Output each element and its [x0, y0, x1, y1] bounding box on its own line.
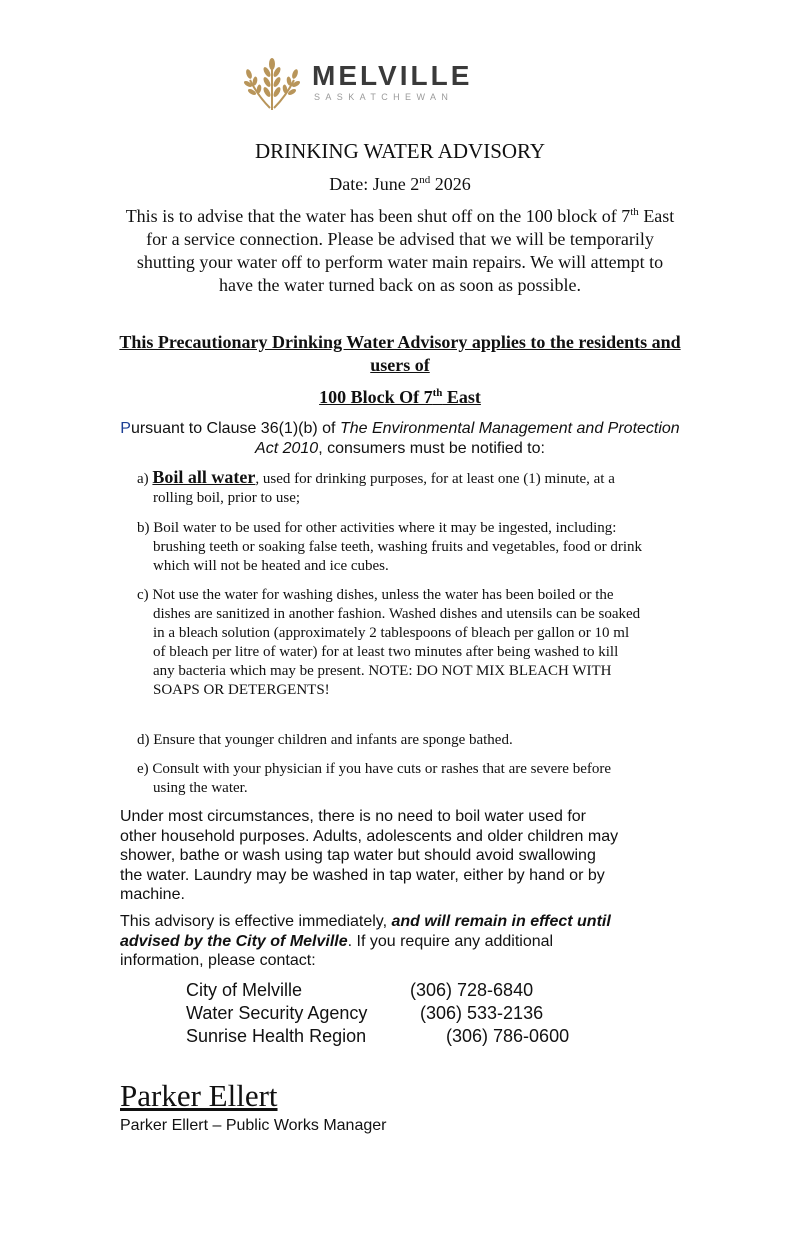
logo-subtitle: SASKATCHEWAN	[314, 92, 454, 102]
contact-name: Water Security Agency	[186, 1003, 368, 1023]
intro-paragraph: This is to advise that the water has been shut off on the 100 block of 7th East for a service connection. Please be advised that we will be temporarily shutting your water off to perform water main repairs. We will attempt to have the water turned back on as soon as possible.	[125, 206, 675, 295]
list-item-e: e) Consult with your physician if you have cuts or rashes that are severe before using the water.	[137, 761, 612, 796]
signature-title: Parker Ellert – Public Works Manager	[120, 1117, 387, 1134]
contact-name: Sunrise Health Region	[186, 1026, 367, 1046]
list-item-c: c) Not use the water for washing dishes, unless the water has been boiled or the dishes are sanitized in another fashion. Washed dishes and utensils can be soaked in a bleach solution (approximately 2 tablespoons of bleach per gallon or 10 ml of bleach per litre of water) for at least two minutes after being washed to kill any bacteria which may be present. NOTE: DO NOT MIX BLEACH WITH SOAPS OR DETERGENTS!	[137, 587, 641, 698]
effective-paragraph: This advisory is effective immediately, and will remain in effect until advised by the City of Melville. If you require any additional information, please contact:	[120, 913, 611, 969]
list-item-a: a) Boil all water, used for drinking purposes, for at least one (1) minute, at a rolling boil, prior to use;	[137, 467, 615, 506]
logo-wordmark: MELVILLE	[312, 60, 473, 91]
advisory-title: DRINKING WATER ADVISORY	[254, 139, 546, 163]
contact-phone: (306) 786-0600	[446, 1026, 570, 1046]
wheat-icon	[240, 56, 304, 112]
signature: Parker Ellert	[120, 1078, 278, 1113]
list-item-d: d) Ensure that younger children and infants are sponge bathed.	[137, 732, 513, 748]
contact-phone: (306) 533-2136	[420, 1003, 544, 1023]
applies-heading: This Precautionary Drinking Water Advisory applies to the residents and users of	[119, 332, 681, 375]
advisory-date: Date: June 2nd 2026	[329, 174, 471, 194]
block-heading: 100 Block Of 7th East	[319, 387, 481, 407]
contact-phone: (306) 728-6840	[410, 980, 534, 1000]
list-item-b: b) Boil water to be used for other activities where it may be ingested, including: brushing teeth or soaking false teeth, washing fruits and vegetables, food or drink which will not be heated and ice cubes.	[137, 520, 643, 574]
circumstances-paragraph: Under most circumstances, there is no need to boil water used for other household purposes. Adults, adolescents and older children may shower, bathe or wash using tap water but should avoid swallowing the water. Laundry may be washed in tap water, either by hand or by machine.	[120, 808, 619, 903]
melville-logo	[240, 56, 500, 112]
contact-name: City of Melville	[186, 980, 303, 1000]
pursuant-paragraph: Pursuant to Clause 36(1)(b) of The Environmental Management and Protection Act 2010, consumers must be notified to:	[120, 420, 680, 457]
